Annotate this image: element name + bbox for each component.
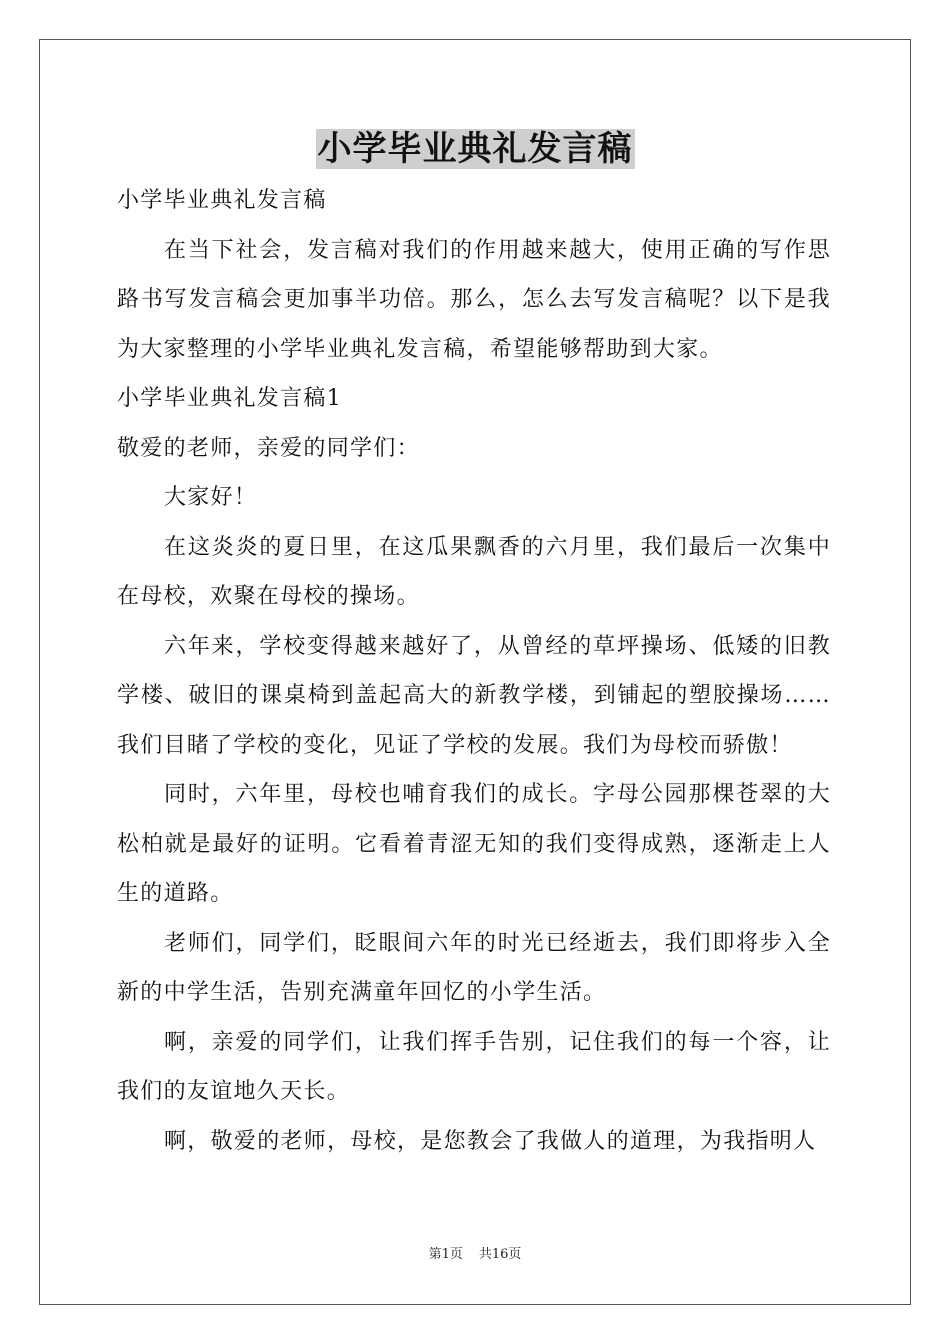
paragraph: 小学毕业典礼发言稿1 <box>117 386 342 411</box>
document-body <box>117 176 831 1166</box>
paragraph: 啊，敬爱的老师，母校，是您教会了我做人的道理，为我指明人 <box>164 1128 817 1154</box>
paragraph: 敬爱的老师，亲爱的同学们： <box>117 435 420 461</box>
paragraph: 同时，六年里，母校也哺育我们的成长。字母公园那棵苍翠的大松柏就是最好的证明。它看着青涩无知的我们变得成熟，逐渐走上人生的道路。 <box>117 782 831 906</box>
paragraph: 小学毕业典礼发言稿 <box>117 188 327 213</box>
document-title-text: 小学毕业典礼发言稿 <box>317 129 633 169</box>
paragraph: 大家好！ <box>164 485 258 510</box>
paragraph: 老师们，同学们，眨眼间六年的时光已经逝去，我们即将步入全新的中学生活，告别充满童年回忆的小学生活。 <box>117 930 831 1005</box>
page-number: 第1页 <box>428 1247 463 1262</box>
paragraph: 在当下社会，发言稿对我们的作用越来越大，使用正确的写作思路书写发言稿会更加事半功倍。那么，怎么去写发言稿呢？以下是我为大家整理的小学毕业典礼发言稿，希望能够帮助到大家。 <box>117 237 831 362</box>
page-total: 共16页 <box>478 1247 522 1262</box>
paragraph: 啊，亲爱的同学们，让我们挥手告别，记住我们的每一个容，让我们的友谊地久天长。 <box>117 1029 831 1104</box>
paragraph: 在这炎炎的夏日里，在这瓜果飘香的六月里，我们最后一次集中在母校，欢聚在母校的操场。 <box>117 534 831 609</box>
page-footer <box>0 1246 950 1264</box>
paragraph: 六年来，学校变得越来越好了，从曾经的草坪操场、低矮的旧教学楼、破旧的课桌椅到盖起高大的新教学楼，到铺起的塑胶操场……我们目睹了学校的变化，见证了学校的发展。我们为母校而骄傲！ <box>117 633 831 758</box>
document-title <box>0 126 950 172</box>
